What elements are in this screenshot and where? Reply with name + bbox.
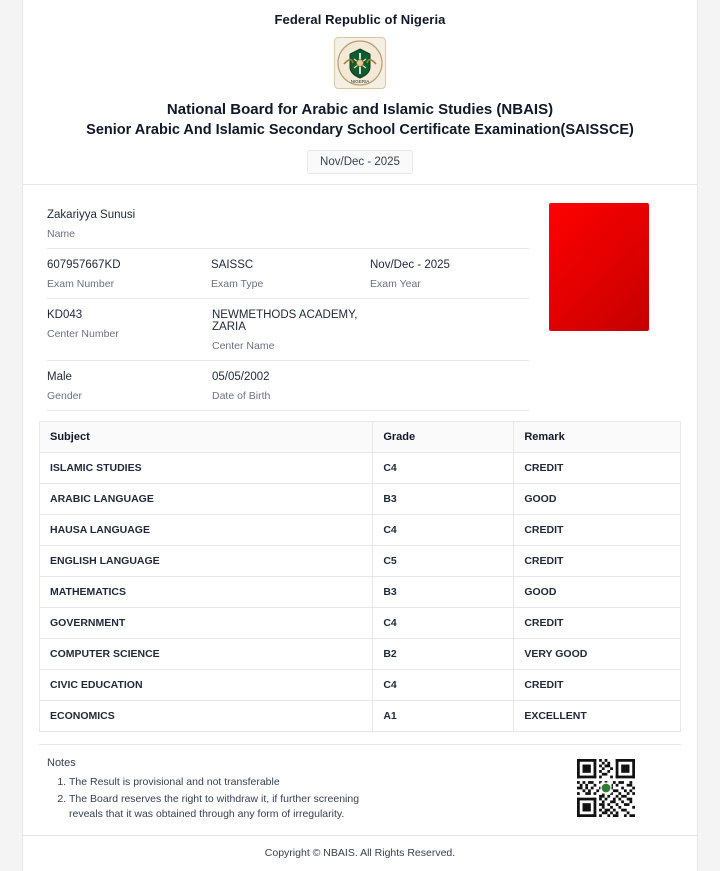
notes-title: Notes <box>47 757 76 769</box>
table-row <box>40 484 681 515</box>
cell-grade: B3 <box>373 484 514 515</box>
field-value: Male <box>47 371 72 383</box>
field-center-name <box>212 309 372 352</box>
results-table <box>39 421 681 732</box>
results-table-head <box>40 422 681 453</box>
cell-subject: MATHEMATICS <box>40 577 373 608</box>
candidate-row-personal <box>47 361 529 411</box>
table-row <box>40 577 681 608</box>
certificate-page <box>22 0 698 871</box>
crest-container <box>334 37 386 89</box>
cell-subject: ENGLISH LANGUAGE <box>40 546 373 577</box>
country-title: Federal Republic of Nigeria <box>274 12 446 27</box>
cell-subject: HAUSA LANGUAGE <box>40 515 373 546</box>
candidate-row-name <box>47 199 529 249</box>
table-row <box>40 453 681 484</box>
copyright-text: Copyright © NBAIS. All Rights Reserved. <box>264 846 456 859</box>
qr-code-icon[interactable] <box>577 759 635 817</box>
document-header <box>23 0 697 185</box>
cell-subject: CIVIC EDUCATION <box>40 670 373 701</box>
cell-remark: GOOD <box>514 484 681 515</box>
cell-grade: B2 <box>373 639 514 670</box>
column-header-remark: Remark <box>514 422 681 453</box>
exam-title: Senior Arabic And Islamic Secondary School Certificate Examination(SAISSCE) <box>86 122 634 138</box>
field-label: Center Name <box>212 340 275 352</box>
results-section <box>23 415 697 732</box>
cell-grade: C4 <box>373 515 514 546</box>
field-exam-number <box>47 259 211 290</box>
table-row <box>40 515 681 546</box>
field-value: Zakariyya Sunusi <box>47 209 136 221</box>
field-name <box>47 209 212 240</box>
footer <box>23 835 697 871</box>
table-row <box>40 546 681 577</box>
field-value: NEWMETHODS ACADEMY, ZARIA <box>212 309 358 333</box>
field-label: Exam Type <box>210 278 264 290</box>
cell-remark: CREDIT <box>514 453 681 484</box>
field-center-number <box>47 309 212 352</box>
notes-column <box>39 757 531 825</box>
candidate-row-exam <box>47 249 529 299</box>
field-date-of-birth <box>212 371 372 402</box>
list-item: 2. The Board reserves the right to withdraw it, if further screening reveals that it was obtained through any form of irregularity. <box>69 792 369 822</box>
table-row <box>40 608 681 639</box>
field-value: 607957667KD <box>47 259 121 271</box>
cell-subject: ECONOMICS <box>50 710 115 722</box>
field-label: Exam Year <box>370 278 421 290</box>
candidate-photo-container <box>549 203 649 331</box>
column-header-subject: Subject <box>40 422 373 453</box>
cell-grade: C4 <box>373 670 514 701</box>
notes-section <box>39 744 681 835</box>
cell-remark: CREDIT <box>514 515 681 546</box>
board-title: National Board for Arabic and Islamic Studies (NBAIS) <box>166 101 554 118</box>
exam-session-badge: Nov/Dec - 2025 <box>307 150 413 174</box>
cell-grade: C4 <box>373 453 514 484</box>
qr-column <box>531 757 681 817</box>
field-gender <box>47 371 212 402</box>
cell-remark: CREDIT <box>514 608 681 639</box>
notes-list <box>47 775 531 823</box>
candidate-details <box>23 185 697 415</box>
cell-grade: C5 <box>373 546 514 577</box>
field-label: Name <box>47 228 76 240</box>
field-value: 05/05/2002 <box>212 371 270 383</box>
cell-subject: ISLAMIC STUDIES <box>40 453 373 484</box>
list-item: 1. The Result is provisional and not transferable <box>69 775 369 790</box>
field-value: KD043 <box>47 309 83 321</box>
field-value: Nov/Dec - 2025 <box>370 259 450 271</box>
field-label: Exam Number <box>47 278 115 290</box>
table-row <box>40 701 681 732</box>
cell-grade: C4 <box>373 608 514 639</box>
cell-remark: CREDIT <box>514 546 681 577</box>
cell-subject: ARABIC LANGUAGE <box>40 484 373 515</box>
cell-subject: GOVERNMENT <box>40 608 373 639</box>
cell-remark: VERY GOOD <box>514 639 681 670</box>
table-row <box>40 639 681 670</box>
field-label: Date of Birth <box>212 390 271 402</box>
candidate-row-center <box>47 299 529 361</box>
nigeria-coat-of-arms-icon <box>334 37 386 89</box>
cell-grade: B3 <box>373 577 514 608</box>
column-header-grade: Grade <box>373 422 514 453</box>
cell-remark: GOOD <box>514 577 681 608</box>
crest-svg <box>337 40 383 86</box>
results-table-body <box>40 453 681 732</box>
field-value: SAISSC <box>210 259 254 271</box>
table-row <box>40 670 681 701</box>
field-exam-year <box>370 259 529 290</box>
field-label: Gender <box>47 390 83 402</box>
svg-text:NIGERIA: NIGERIA <box>350 79 370 84</box>
field-label: Center Number <box>47 328 119 340</box>
table-header-row <box>40 422 681 453</box>
cell-remark: CREDIT <box>514 670 681 701</box>
candidate-fields <box>39 199 529 411</box>
cell-remark: EXCELLENT <box>514 701 681 732</box>
field-exam-type <box>211 259 370 290</box>
cell-grade: A1 <box>373 701 514 732</box>
candidate-photo <box>549 203 649 331</box>
cell-subject: COMPUTER SCIENCE <box>40 639 373 670</box>
